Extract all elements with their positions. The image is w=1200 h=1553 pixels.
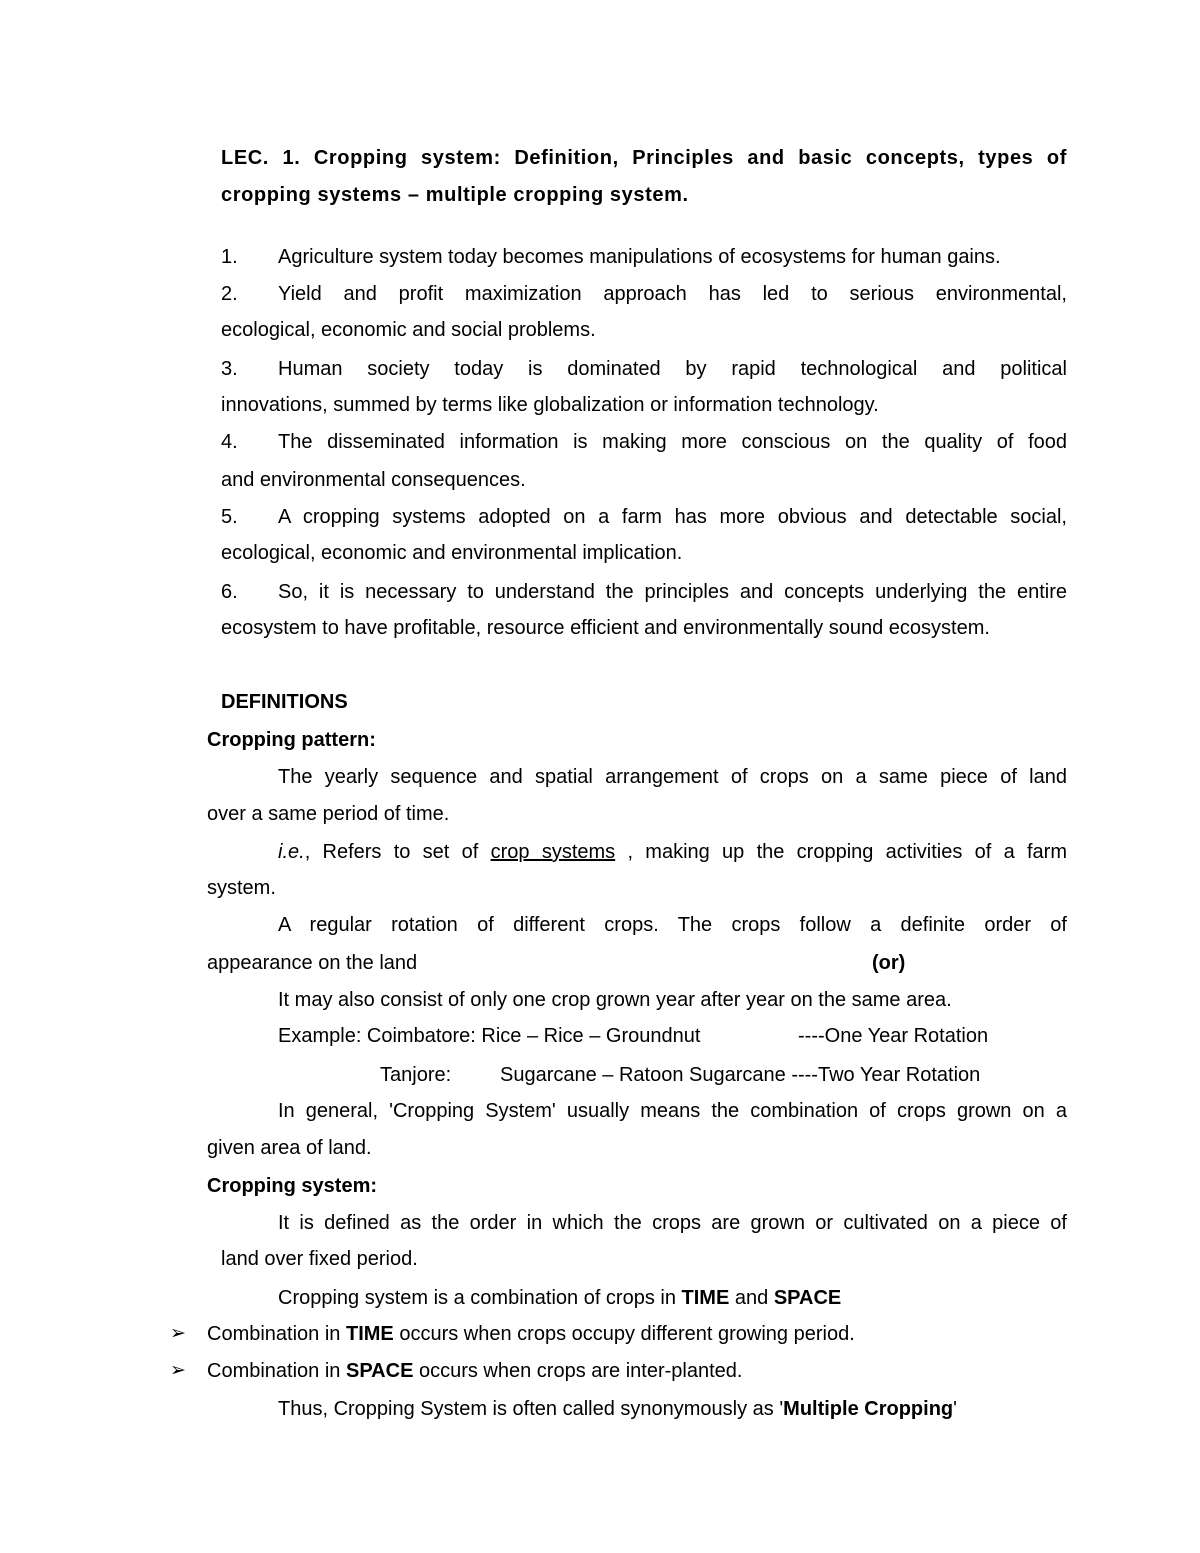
point-2-continued: ecological, economic and social problems. (221, 319, 596, 341)
pattern-paragraph-3: A regular rotation of different crops. The crops follow a definite order of (278, 914, 1067, 936)
pattern-paragraph-1: The yearly sequence and spatial arrangement of crops on a same piece of land (278, 766, 1067, 788)
space-keyword: SPACE (773, 1287, 842, 1309)
pattern-ie-line: i.e., Refers to set of crop systems , making up the cropping activities of a farm (278, 841, 1068, 863)
point-2: 2. Yield and profit maximization approach has led to serious environmental, (221, 283, 1067, 305)
point-6-continued: ecosystem to have profitable, resource efficient and environmentally sound ecosystem. (221, 617, 990, 639)
point-5-continued: ecological, economic and environmental implication. (221, 542, 683, 564)
point-3-continued: innovations, summed by terms like globalization or information technology. (221, 394, 879, 416)
arrow-bullet-icon: ➢ (170, 1323, 186, 1344)
example-coimbatore: Example: Coimbatore: Rice – Rice – Groundnut (278, 1025, 701, 1047)
example-tanjore-crops: Sugarcane – Ratoon Sugarcane ----Two Year Rotation (500, 1064, 981, 1086)
example-tanjore-place: Tanjore: (380, 1064, 452, 1086)
pattern-paragraph-1-continued: over a same period of time. (207, 803, 450, 825)
cropping-system-heading: Cropping system: (207, 1175, 378, 1197)
point-4: 4. The disseminated information is making more conscious on the quality of food (221, 431, 1067, 453)
crop-systems-link: crop systems (490, 841, 616, 863)
system-combination-line: Cropping system is a combination of crops in TIME and SPACE (278, 1287, 842, 1309)
point-6: 6. So, it is necessary to understand the principles and concepts underlying the entire (221, 581, 1067, 603)
point-4-continued: and environmental consequences. (221, 469, 526, 491)
system-paragraph-1-continued: land over fixed period. (221, 1248, 418, 1270)
multiple-cropping-line: Thus, Cropping System is often called synonymously as 'Multiple Cropping' (278, 1398, 957, 1420)
pattern-ie-continued: system. (207, 877, 276, 899)
pattern-paragraph-4: It may also consist of only one crop grown year after year on the same area. (278, 989, 952, 1011)
lecture-title-line-1: LEC. 1. Cropping system: Definition, Principles and basic concepts, types of (221, 147, 1067, 169)
ie-abbrev: i.e. (278, 841, 305, 863)
arrow-bullet-icon: ➢ (170, 1360, 186, 1381)
pattern-paragraph-3-continued: appearance on the land (207, 952, 418, 974)
point-5: 5. A cropping systems adopted on a farm has more obvious and detectable social, (221, 506, 1067, 528)
pattern-paragraph-5-continued: given area of land. (207, 1137, 372, 1159)
bullet-space: Combination in SPACE occurs when crops are inter-planted. (207, 1360, 743, 1382)
pattern-paragraph-5: In general, 'Cropping System' usually means the combination of crops grown on a (278, 1100, 1067, 1122)
point-1: 1. Agriculture system today becomes manipulations of ecosystems for human gains. (221, 246, 1001, 268)
cropping-pattern-heading: Cropping pattern: (207, 729, 376, 751)
definitions-heading: DEFINITIONS (221, 691, 348, 713)
bullet-time: Combination in TIME occurs when crops occupy different growing period. (207, 1323, 855, 1345)
or-connector: (or) (872, 952, 906, 974)
point-3: 3. Human society today is dominated by rapid technological and political (221, 358, 1067, 380)
lecture-title-line-2: cropping systems – multiple cropping system. (221, 184, 689, 206)
multiple-cropping-term: Multiple Cropping (783, 1398, 954, 1420)
time-keyword: TIME (681, 1287, 730, 1309)
system-paragraph-1: It is defined as the order in which the crops are grown or cultivated on a piece of (278, 1212, 1067, 1234)
example-coimbatore-rotation: ----One Year Rotation (798, 1025, 989, 1047)
